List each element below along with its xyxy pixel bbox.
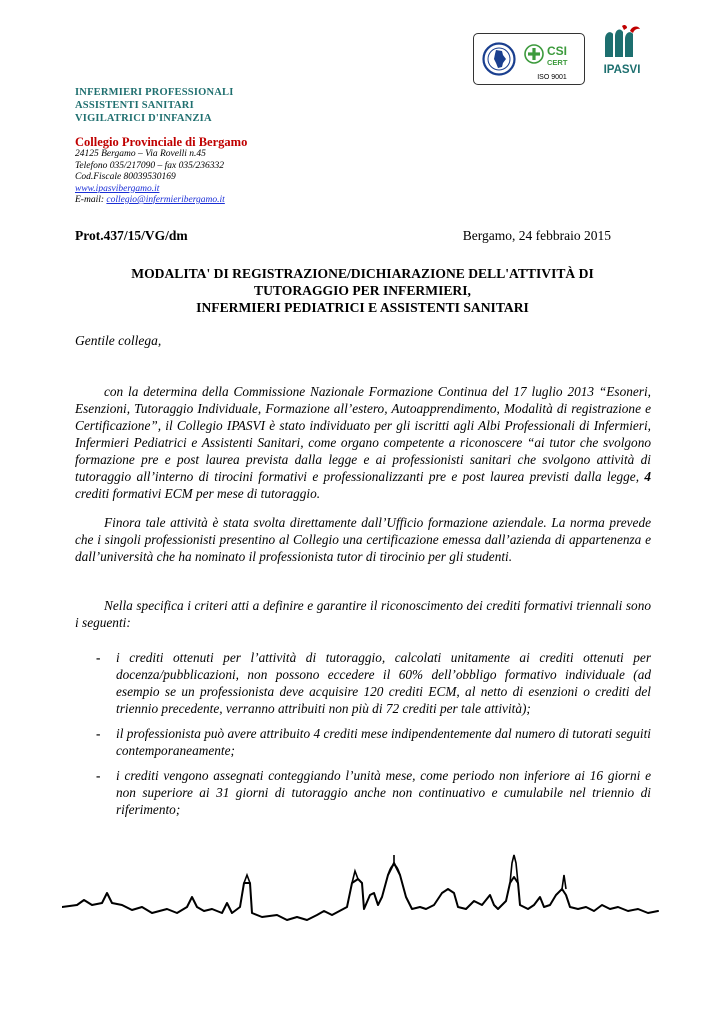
letterhead bbox=[75, 86, 395, 207]
accredia-seal-icon bbox=[482, 41, 516, 77]
fiscal-code: Cod.Fiscale 80039530169 bbox=[75, 172, 176, 182]
bullet-dash: - bbox=[96, 726, 101, 741]
org-line: ASSISTENTI SANITARI bbox=[75, 100, 194, 111]
title-line: INFERMIERI PEDIATRICI E ASSISTENTI SANITARI bbox=[196, 300, 529, 315]
paragraph-text: crediti formativi ECM per mese di tutoraggio. bbox=[75, 486, 321, 501]
list-item bbox=[96, 649, 651, 717]
address: 24125 Bergamo – Via Rovelli n.45 bbox=[75, 149, 206, 159]
iso-9001-label: ISO 9001 bbox=[537, 74, 567, 81]
cert-text: CERT bbox=[547, 58, 568, 67]
ipasvi-wordmark: IPASVI bbox=[603, 64, 641, 76]
paragraph: Finora tale attività è stata svolta direttamente dall’Ufficio formazione aziendale. La norma prevede che i singoli professionisti presentino al Collegio una certificazione emessa dall’azienda di appartenenza e dall’università che ha nominato il professionista tutor di tirocinio per gli studenti. bbox=[75, 515, 651, 564]
college-name: Collegio Provinciale di Bergamo bbox=[75, 135, 248, 149]
criteria-list bbox=[96, 649, 651, 826]
email-link[interactable]: collegio@infermieribergamo.it bbox=[106, 195, 225, 205]
paragraph bbox=[75, 383, 651, 502]
protocol-number: Prot.437/15/VG/dm bbox=[75, 228, 188, 243]
email-label: E-mail: bbox=[75, 195, 107, 205]
paragraph-text: con la determina della Commissione Nazionale Formazione Continua del 17 luglio 2013 “Esoneri, Esenzioni, Tutoraggio Individuale, Formazione all’estero, Autoapprendimento, Modalità di registrazione e Certificazione”, il Collegio IPASVI è stato individuato per gli iscritti agli Albi Professionali di Infermieri, Infermieri Pediatrici e Assistenti Sanitari, come organo competente a riconoscere “ai tutor che svolgono formazione pre e post laurea prevista dalla legge e ai professionisti sanitari che svolgono attività di tutoraggio all’interno di tirocini formativi e professionalizzanti pre e post laurea previsti dalla legge, bbox=[75, 384, 651, 484]
bullet-dash: - bbox=[96, 650, 101, 665]
title-line: MODALITA' DI REGISTRAZIONE/DICHIARAZIONE DELL'ATTIVITÀ DI bbox=[131, 266, 594, 281]
letter-title bbox=[75, 265, 650, 316]
paragraph: Nella specifica i criteri atti a definire e garantire il riconoscimento dei crediti formativi triennali sono i seguenti: bbox=[75, 598, 651, 630]
title-line: TUTORAGGIO PER INFERMIERI, bbox=[254, 283, 471, 298]
list-item bbox=[96, 767, 651, 818]
org-line: VIGILATRICI D'INFANZIA bbox=[75, 113, 212, 124]
bergamo-skyline-illustration bbox=[62, 835, 662, 945]
greeting: Gentile collega, bbox=[75, 333, 162, 348]
org-line: INFERMIERI PROFESSIONALI bbox=[75, 87, 234, 98]
criterion-text: il professionista può avere attribuito 4 crediti mese indipendentemente dal numero di tutorati seguiti contemporaneamente; bbox=[116, 726, 651, 758]
criterion-text: i crediti vengono assegnati conteggiando l’unità mese, come periodo non inferiore ai 16 giorni e non superiore ai 31 giorni di tutoraggio anche non continuativo e cumulabile nel triennio di riferimento; bbox=[116, 768, 651, 817]
phone-fax: Telefono 035/217090 – fax 035/236332 bbox=[75, 160, 225, 171]
ipasvi-emblem-icon bbox=[600, 24, 644, 58]
website-link[interactable]: www.ipasvibergamo.it bbox=[75, 183, 160, 194]
bullet-dash: - bbox=[96, 768, 101, 783]
letter-date: Bergamo, 24 febbraio 2015 bbox=[462, 228, 611, 243]
criterion-text: i crediti ottenuti per l’attività di tutoraggio, calcolati unitamente ai crediti ottenuti per docenza/pubblicazioni, non possono eccedere il 60% dell’obbligo formativo individuale (ad esempio se un professionista deve acquisire 120 crediti ECM, al netto di esenzioni o crediti del triennio precedente, verranno attribuiti non più di 72 crediti per tale attività); bbox=[116, 650, 651, 716]
csi-text: CSI bbox=[547, 44, 568, 58]
credits-number: 4 bbox=[644, 469, 651, 484]
csi-cert-logo-icon bbox=[524, 42, 580, 70]
certification-box bbox=[473, 33, 585, 85]
list-item bbox=[96, 725, 651, 759]
ipasvi-logo bbox=[597, 24, 647, 76]
